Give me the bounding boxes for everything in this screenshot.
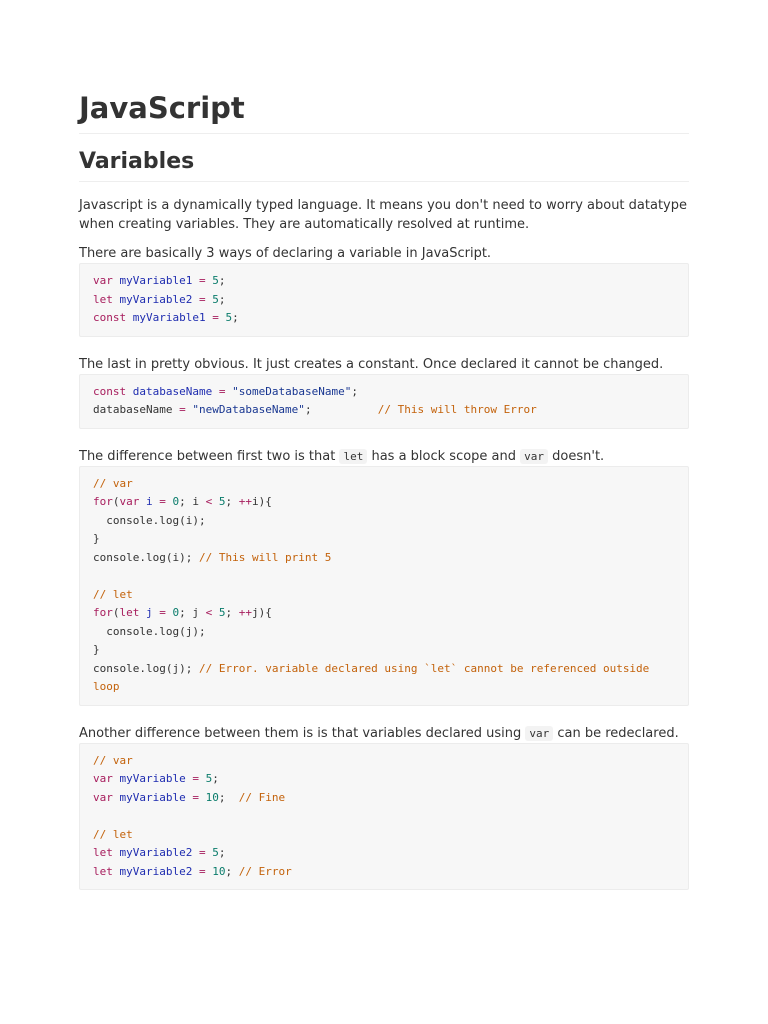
code-block-const: [79, 374, 689, 429]
code-line: [93, 401, 675, 420]
inline-code-var: var: [520, 449, 548, 464]
code-block-declarations: [79, 263, 689, 337]
code-keyword: let: [93, 292, 113, 306]
code-text: j){: [252, 606, 272, 619]
code-keyword: let: [93, 864, 113, 878]
code-operator: =: [198, 274, 206, 287]
code-identifier: myVariable1: [132, 311, 206, 324]
code-operator: =: [212, 311, 219, 324]
code-identifier: j: [146, 606, 153, 619]
code-line: [93, 475, 675, 494]
code-text: ;: [212, 772, 219, 785]
code-line: [93, 641, 675, 660]
code-line: [93, 530, 675, 549]
code-keyword: const: [93, 311, 127, 324]
code-identifier: myVariable: [119, 772, 186, 785]
code-text: [192, 274, 199, 287]
code-keyword: let: [119, 606, 140, 619]
scope-text-3: doesn't.: [548, 448, 605, 464]
code-text: [139, 495, 146, 508]
code-text: console.log(j);: [93, 661, 199, 675]
scope-difference-paragraph: [79, 447, 689, 466]
code-identifier: myVariable2: [119, 846, 193, 859]
code-line: [93, 770, 675, 789]
code-text: ; i: [179, 495, 206, 508]
code-line: [93, 844, 675, 863]
code-number: 0: [172, 495, 180, 508]
code-identifier: databaseName: [132, 384, 213, 398]
code-line: [93, 383, 675, 402]
code-text: ;: [232, 311, 239, 324]
redeclare-text-1: Another difference between them is is that variables declared using: [79, 725, 526, 741]
code-text: ;: [225, 864, 239, 878]
code-comment: // var: [93, 476, 133, 490]
code-number: 0: [172, 606, 180, 619]
code-identifier: myVariable2: [119, 292, 193, 306]
code-number: 5: [212, 292, 219, 306]
code-text: ;: [218, 274, 226, 287]
code-operator: =: [159, 495, 166, 508]
code-operator: ++: [238, 606, 252, 619]
code-line: [93, 807, 675, 826]
code-line: [93, 493, 675, 512]
code-text: }: [93, 532, 100, 545]
code-string: "newDatabaseName": [192, 403, 305, 416]
code-line: [93, 826, 675, 845]
code-number: 10: [212, 864, 226, 878]
code-comment: // var: [93, 753, 133, 767]
code-text: [192, 865, 199, 878]
code-line: [93, 291, 675, 310]
code-text: console.log(i);: [93, 550, 199, 564]
code-text: ;: [304, 403, 378, 416]
code-text: [126, 311, 133, 324]
code-identifier: myVariable2: [119, 864, 193, 878]
code-text: [113, 791, 120, 804]
page-title: JavaScript: [79, 88, 689, 134]
code-line: [93, 660, 675, 697]
code-text: [113, 846, 120, 859]
code-line: [93, 586, 675, 605]
ways-paragraph: There are basically 3 ways of declaring a variable in JavaScript.: [79, 246, 492, 261]
code-number: 5: [212, 846, 219, 859]
code-text: [113, 772, 120, 785]
code-operator: ++: [238, 495, 252, 508]
intro-paragraph: Javascript is a dynamically typed language. It means you don't need to worry about datatype when creating variables. They are automatically resolved at runtime.: [79, 198, 687, 232]
code-number: 5: [218, 606, 226, 619]
code-operator: =: [192, 790, 199, 804]
code-number: 5: [205, 772, 213, 785]
code-operator: =: [179, 403, 186, 416]
scope-text-2: has a block scope and: [367, 448, 521, 464]
code-identifier: myVariable1: [119, 274, 193, 287]
code-text: [166, 606, 173, 619]
code-line: [93, 604, 675, 623]
code-text: [192, 846, 199, 859]
code-operator: =: [192, 772, 199, 785]
code-text: [199, 772, 206, 785]
code-text: [212, 606, 219, 619]
code-operator: =: [218, 384, 226, 398]
code-text: [192, 293, 199, 306]
code-comment: // Fine: [238, 790, 286, 804]
code-number: 5: [225, 311, 233, 324]
code-string: "someDatabaseName": [232, 384, 352, 398]
scope-text-1: The difference between first two is that: [79, 448, 340, 464]
code-keyword: const: [93, 384, 127, 398]
code-text: console.log(j);: [93, 624, 206, 638]
code-number: 5: [212, 274, 219, 287]
const-note-paragraph: The last in pretty obvious. It just creates a constant. Once declared it cannot be changed.: [79, 356, 664, 372]
code-text: databaseName: [93, 403, 180, 416]
code-operator: =: [198, 292, 206, 306]
section-heading-variables: Variables: [79, 146, 689, 182]
code-identifier: myVariable: [119, 790, 186, 804]
code-line: [93, 623, 675, 642]
code-text: [113, 293, 120, 306]
code-comment: // This will print 5: [198, 550, 332, 564]
code-keyword: var: [93, 790, 113, 804]
code-number: 10: [205, 790, 219, 804]
code-block-redeclare: [79, 743, 689, 891]
code-block-scope: [79, 466, 689, 706]
code-line: [93, 863, 675, 882]
code-comment: // Error: [238, 864, 292, 878]
code-line: [93, 752, 675, 771]
code-text: [113, 274, 120, 287]
code-text: i){: [252, 495, 272, 508]
inline-code-var-redeclare: var: [525, 726, 553, 741]
code-text: ;: [225, 606, 239, 619]
code-text: console.log(i);: [93, 513, 206, 527]
code-text: (: [112, 495, 120, 508]
code-keyword: for: [93, 495, 113, 508]
code-line: [93, 512, 675, 531]
code-text: [199, 791, 206, 804]
code-keyword: let: [93, 846, 113, 859]
code-number: 5: [218, 495, 226, 508]
code-text: }: [93, 643, 100, 656]
code-keyword: for: [93, 606, 113, 619]
code-comment: // This will throw Error: [377, 403, 537, 416]
inline-code-let: let: [339, 449, 367, 464]
code-text: [212, 385, 219, 398]
code-identifier: i: [146, 495, 153, 508]
code-line: [93, 567, 675, 586]
code-operator: =: [198, 846, 206, 859]
code-keyword: var: [119, 495, 140, 508]
code-text: ;: [218, 292, 226, 306]
code-text: (: [112, 606, 120, 619]
code-text: ;: [225, 495, 239, 508]
code-operator: =: [159, 606, 166, 619]
code-text: [113, 865, 120, 878]
code-keyword: var: [93, 772, 113, 785]
code-comment: // let: [93, 827, 133, 841]
code-line: [93, 309, 675, 328]
code-operator: <: [205, 495, 213, 508]
code-line: [93, 272, 675, 291]
code-text: ; j: [179, 606, 206, 619]
redeclare-text-2: can be redeclared.: [553, 725, 679, 741]
code-comment: // Error. variable declared using `let` cannot be referenced outside loop: [93, 661, 656, 693]
code-line: [93, 789, 675, 808]
code-operator: =: [198, 864, 206, 878]
code-text: [126, 385, 133, 398]
code-text: [166, 495, 173, 508]
redeclare-paragraph: [79, 724, 689, 743]
code-keyword: var: [93, 274, 113, 287]
document-page: [79, 88, 689, 890]
code-line: [93, 549, 675, 568]
code-text: ;: [218, 846, 226, 859]
code-text: [212, 495, 219, 508]
code-operator: <: [205, 606, 213, 619]
code-comment: // let: [93, 587, 133, 601]
code-text: ;: [218, 790, 239, 804]
code-text: [139, 606, 146, 619]
code-text: ;: [351, 384, 358, 398]
